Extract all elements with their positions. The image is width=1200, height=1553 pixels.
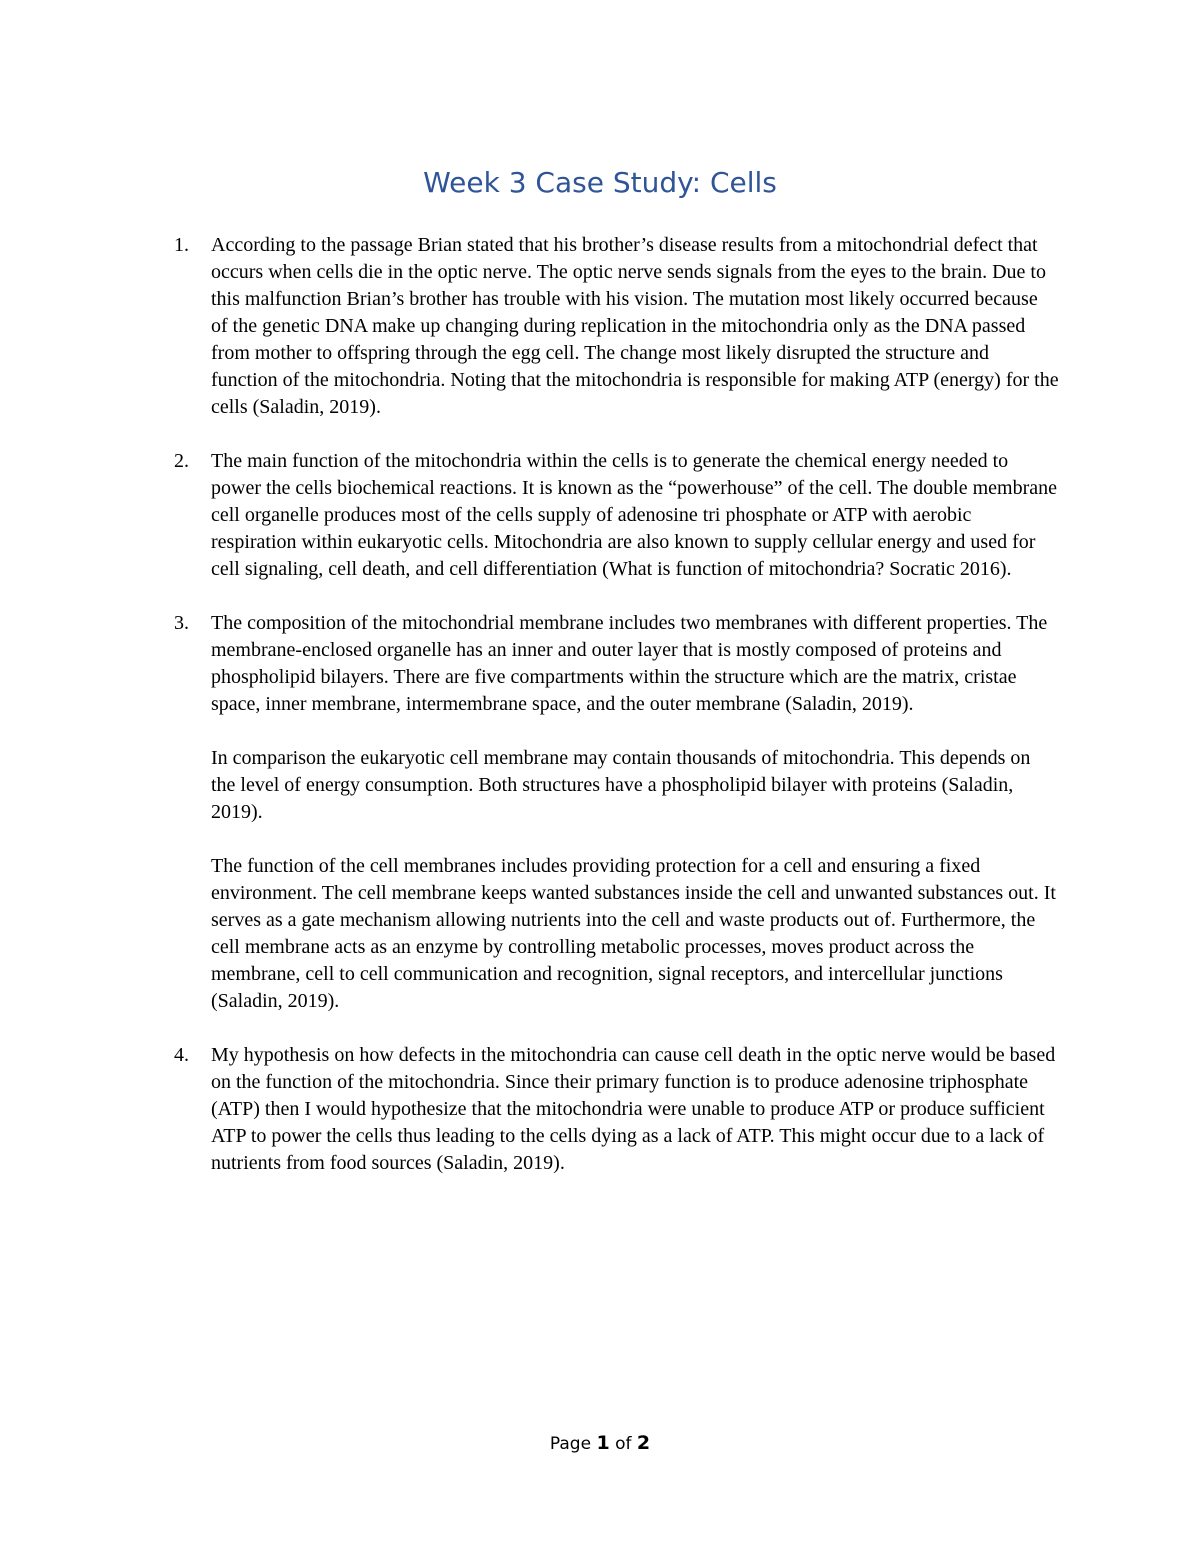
document-title: Week 3 Case Study: Cells — [423, 166, 777, 199]
paragraph: In comparison the eukaryotic cell membrane may contain thousands of mitochondria. This depends on the level of energy consumption. Both structures have a phospholipid bilayer with proteins (Saladin, 2019). — [211, 747, 1031, 823]
footer-total-pages: 2 — [636, 1432, 651, 1454]
list-number: 4. — [174, 1044, 189, 1066]
paragraph: The main function of the mitochondria within the cells is to generate the chemical energy needed to power the cells biochemical reactions. It is known as the “powerhouse” of the cell. The double membrane cell organelle produces most of the cells supply of adenosine tri phosphate or ATP with aerobic respiration within eukaryotic cells. Mitochondria are also known to supply cellular energy and used for cell signaling, cell death, and cell differentiation (What is function of mitochondria? Socratic 2016). — [211, 450, 1058, 580]
answer-list — [0, 232, 1200, 1204]
list-item-4 — [0, 1042, 1059, 1177]
list-number: 2. — [174, 450, 189, 472]
paragraph: The function of the cell membranes includes providing protection for a cell and ensuring a fixed environment. The cell membrane keeps wanted substances inside the cell and unwanted substances out. It serves as a gate mechanism allowing nutrients into the cell and waste products out of. Furthermore, the cell membrane acts as an enzyme by controlling metabolic processes, moves product across the membrane, cell to cell communication and recognition, signal receptors, and intercellular junctions (Saladin, 2019). — [211, 855, 1056, 1012]
list-number: 1. — [174, 234, 189, 256]
list-number: 3. — [174, 612, 189, 634]
list-item-3 — [0, 610, 1059, 1015]
list-item-2 — [0, 448, 1059, 583]
paragraph: According to the passage Brian stated that his brother’s disease results from a mitochondrial defect that occurs when cells die in the optic nerve. The optic nerve sends signals from the eyes to the brain. Due to this malfunction Brian’s brother has trouble with his vision. The mutation most likely occurred because of the genetic DNA make up changing during replication in the mitochondria only as the DNA passed from mother to offspring through the egg cell. The change most likely disrupted the structure and function of the mitochondria. Noting that the mitochondria is responsible for making ATP (energy) for the cells (Saladin, 2019). — [211, 234, 1059, 418]
page-footer — [0, 1430, 1200, 1457]
footer-page-word: Page — [549, 1434, 592, 1454]
paragraph: My hypothesis on how defects in the mitochondria can cause cell death in the optic nerve would be based on the function of the mitochondria. Since their primary function is to produce adenosine triphosphate (ATP) then I would hypothesize that the mitochondria were unable to produce ATP or produce sufficient ATP to power the cells thus leading to the cells dying as a lack of ATP. This might occur due to a lack of nutrients from food sources (Saladin, 2019). — [211, 1044, 1056, 1174]
list-item-1 — [0, 232, 1059, 421]
footer-current-page: 1 — [596, 1432, 610, 1454]
paragraph: The composition of the mitochondrial membrane includes two membranes with different properties. The membrane-enclosed organelle has an inner and outer layer that is mostly composed of proteins and phospholipid bilayers. There are five compartments within the structure which are the matrix, cristae space, inner membrane, intermembrane space, and the outer membrane (Saladin, 2019). — [211, 612, 1048, 715]
footer-of-word: of — [615, 1434, 632, 1454]
